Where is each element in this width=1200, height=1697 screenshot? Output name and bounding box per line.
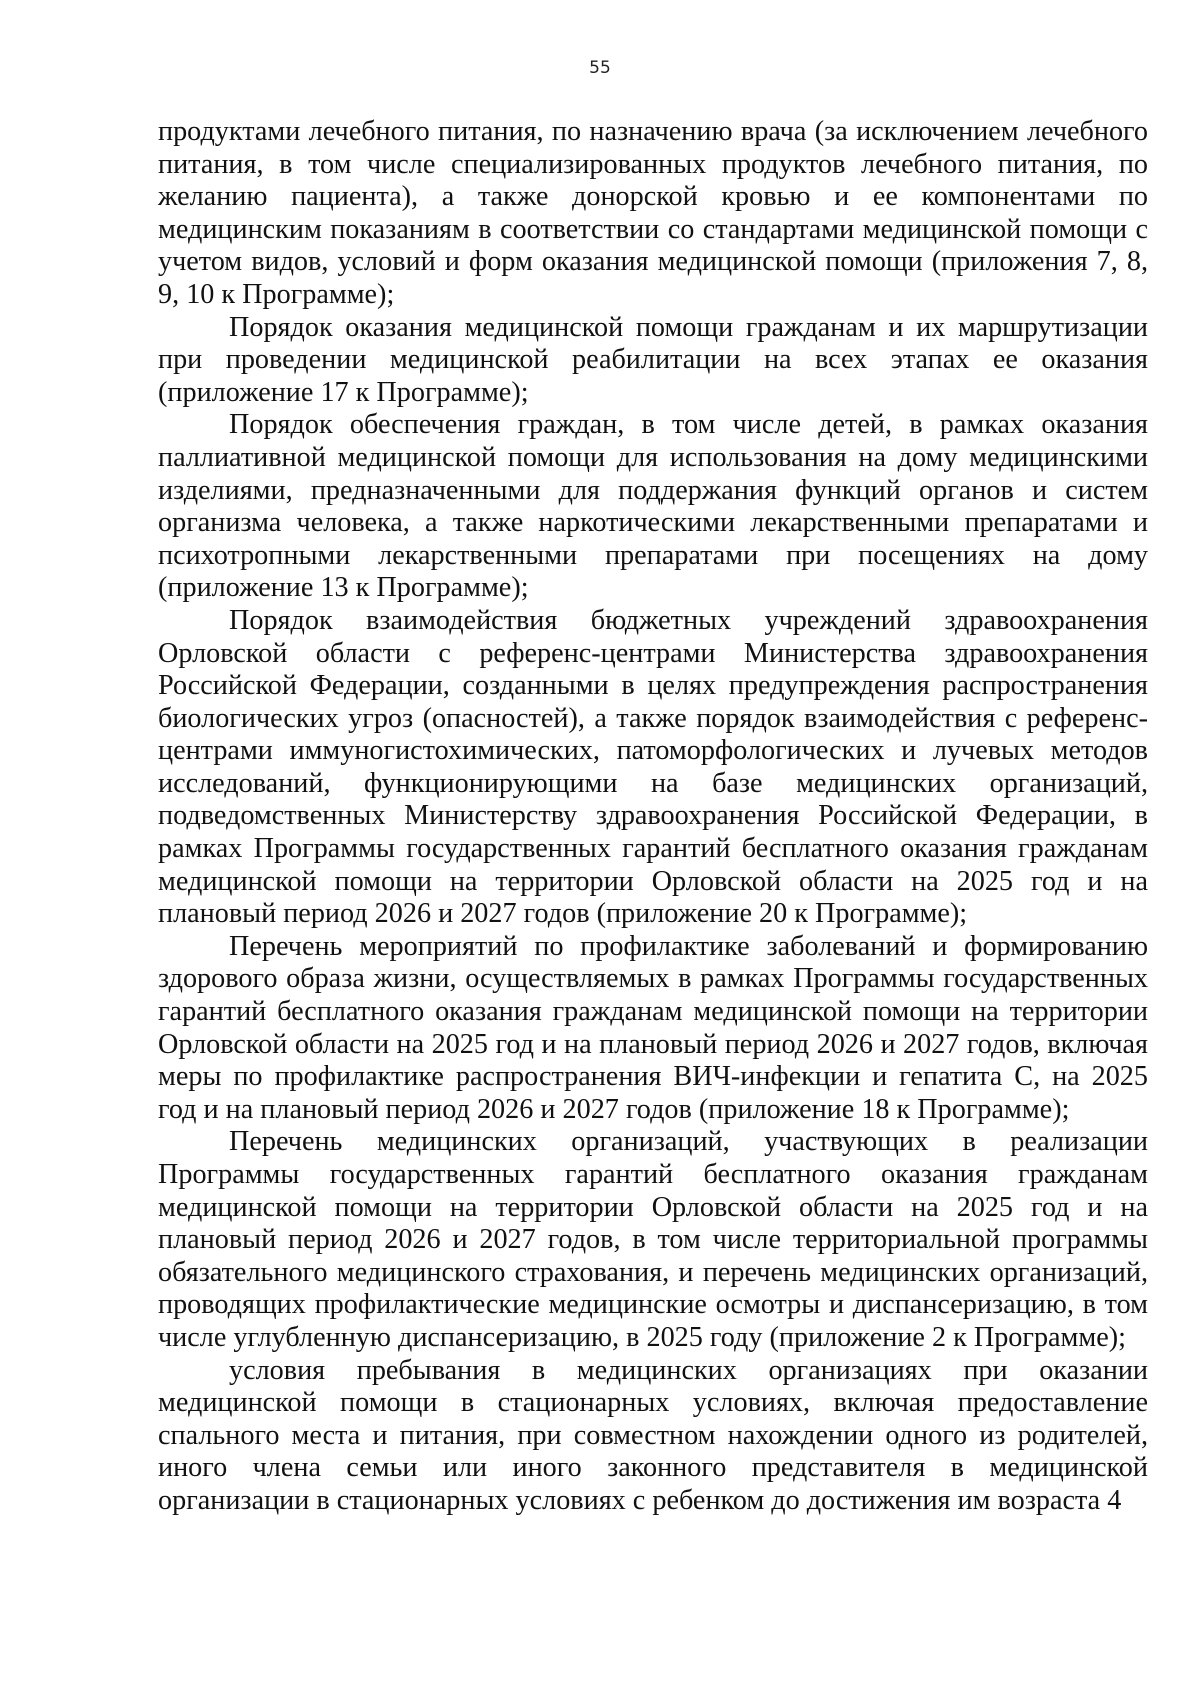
- paragraph-2: Порядок оказания медицинской помощи гражданам и их маршрутизации при проведении медицинской реабилитации на всех этапах ее оказания (приложение 17 к Программе);: [158, 311, 1148, 408]
- paragraph-1: продуктами лечебного питания, по назначению врача (за исключением лечебного питания, в том числе специализированных продуктов лечебного питания, по желанию пациента), а также донорской кровью и ее компонентами по медицинским показаниям в соответствии со стандартами медицинской помощи с учетом видов, условий и форм оказания медицинской помощи (приложения 7, 8, 9, 10 к Программе);: [158, 116, 1148, 310]
- paragraph-3: Порядок обеспечения граждан, в том числе детей, в рамках оказания паллиативной медицинской помощи для использования на дому медицинскими изделиями, предназначенными для поддержания функций органов и систем организма человека, а также наркотическими лекарственными препаратами и психотропными лекарственными препаратами при посещениях на дому (приложение 13 к Программе);: [158, 409, 1148, 604]
- paragraph-7: условия пребывания в медицинских организациях при оказании медицинской помощи в стационарных условиях, включая предоставление спального места и питания, при совместном нахождении одного из родителей, иного члена семьи или иного законного представителя в медицинской организации в стационарных условиях с ребенком до достижения им возраста 4: [158, 1354, 1148, 1516]
- paragraph-4: Порядок взаимодействия бюджетных учреждений здравоохранения Орловской области с референс-центрами Министерства здравоохранения Российской Федерации, созданными в целях предупреждения распространения биологических угроз (опасностей), а также порядок взаимодействия с референс-центрами иммуногистохимических, патоморфологических и лучевых методов исследований, функционирующими на базе медицинских организаций, подведомственных Министерству здравоохранения Российской Федерации, в рамках Программы государственных гарантий бесплатного оказания гражданам медицинской помощи на территории Орловской области на 2025 год и на плановый период 2026 и 2027 годов (приложение 20 к Программе);: [158, 604, 1148, 930]
- page-number: 55: [589, 58, 611, 78]
- paragraph-6: Перечень медицинских организаций, участвующих в реализации Программы государственных гарантий бесплатного оказания гражданам медицинской помощи на территории Орловской области на 2025 год и на плановый период 2026 и 2027 годов, в том числе территориальной программы обязательного медицинского страхования, и перечень медицинских организаций, проводящих профилактические медицинские осмотры и диспансеризацию, в том числе углубленную диспансеризацию, в 2025 году (приложение 2 к Программе);: [158, 1126, 1148, 1353]
- paragraph-5: Перечень мероприятий по профилактике заболеваний и формированию здорового образа жизни, осуществляемых в рамках Программы государственных гарантий бесплатного оказания гражданам медицинской помощи на территории Орловской области на 2025 год и на плановый период 2026 и 2027 годов, включая меры по профилактике распространения ВИЧ-инфекции и гепатита С, на 2025 год и на плановый период 2026 и 2027 годов (приложение 18 к Программе);: [158, 930, 1148, 1125]
- document-body: [158, 116, 1148, 1518]
